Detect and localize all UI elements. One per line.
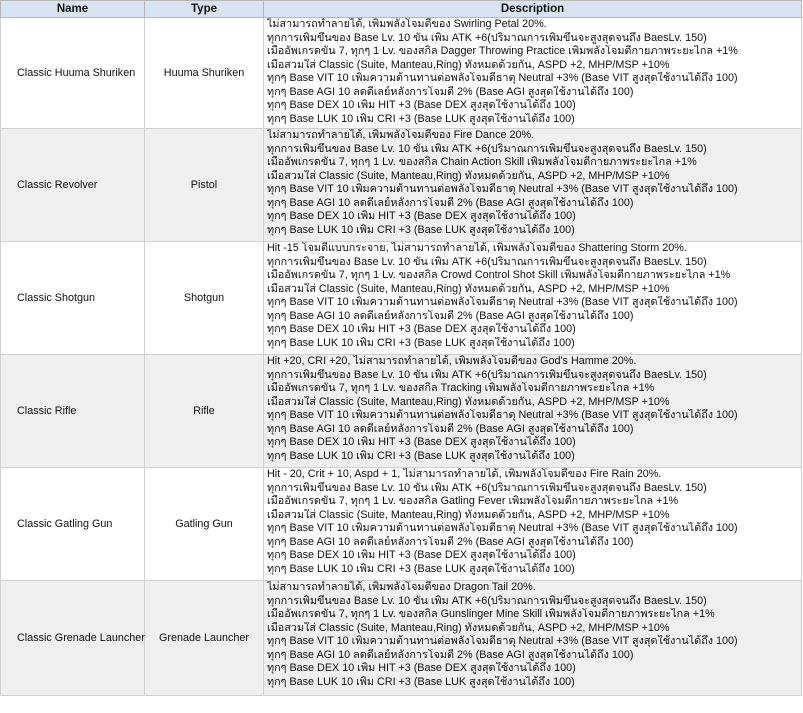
description-line: ทุกการเพิ่มขึ้นของ Base Lv. 10 ขั้น เพิ่ม ATK +6(ปริมาณการเพิ่มขึ้นจะสูงสุดจนถึง BaesLv. 150) xyxy=(267,368,707,381)
description-line: ทุกๆ Base DEX 10 เพิ่ม HIT +3 (Base DEX สูงสุดใช้งานได้ถึง 100) xyxy=(267,99,576,111)
description-line: เมื่อสวมใส่ Classic (Suite, Manteau,Ring) ทั้งหมดด้วยกัน, ASPD +2, MHP/MSP +10% xyxy=(267,169,670,182)
cell-type[interactable]: Grenade Launcher xyxy=(145,581,264,696)
description-line: ทุกๆ Base DEX 10 เพิ่ม HIT +3 (Base DEX สูงสุดใช้งานได้ถึง 100) xyxy=(267,436,576,448)
description-line: ทุกๆ Base DEX 10 เพิ่ม HIT +3 (Base DEX สูงสุดใช้งานได้ถึง 100) xyxy=(267,323,576,335)
cell-name[interactable]: Classic Shotgun xyxy=(1,242,145,355)
description-line: ทุกๆ Base AGI 10 ลดดีเลย์หลังการโจมตี 2% (Base AGI สูงสุดใช้งานได้ถึง 100) xyxy=(267,535,634,548)
header-name[interactable]: Name xyxy=(1,1,145,18)
cell-name[interactable]: Classic Grenade Launcher xyxy=(1,581,145,696)
description-line: เมื่ออัพเกรดขั้น 7, ทุกๆ 1 Lv. ของสกิล Tracking เพิ่มพลังโจมตีกายภาพระยะไกล +1% xyxy=(267,382,655,394)
description-line: ไม่สามารถทำลายได้, เพิ่มพลังโจมตีของ Swirling Petal 20%. xyxy=(267,18,547,30)
description-line: ทุกการเพิ่มขึ้นของ Base Lv. 10 ขั้น เพิ่ม ATK +6(ปริมาณการเพิ่มขึ้นจะสูงสุดจนถึง BaesLv. 150) xyxy=(267,31,707,44)
description-line: ไม่สามารถทำลายได้, เพิ่มพลังโจมตีของ Fire Dance 20%. xyxy=(267,129,535,141)
description-line: ทุกการเพิ่มขึ้นของ Base Lv. 10 ขั้น เพิ่ม ATK +6(ปริมาณการเพิ่มขึ้นจะสูงสุดจนถึง BaesLv. 150) xyxy=(267,481,707,494)
table-row xyxy=(1,18,802,129)
cell-description[interactable] xyxy=(264,581,802,696)
cell-name[interactable]: Classic Gatling Gun xyxy=(1,468,145,581)
description-line: ทุกๆ Base VIT 10 เพิ่มความต้านทานต่อพลังโจมตีธาตุ Neutral +3% (Base VIT สูงสุดใช้งานได้ถึง 100) xyxy=(267,296,738,308)
table-row xyxy=(1,242,802,355)
header-type[interactable]: Type xyxy=(145,1,264,18)
description-line: เมื่ออัพเกรดขั้น 7, ทุกๆ 1 Lv. ของสกิล Dagger Throwing Practice เพิ่มพลังโจมตีกายภาพระยะไกล +1% xyxy=(267,45,738,57)
description-line: ทุกๆ Base VIT 10 เพิ่มความต้านทานต่อพลังโจมตีธาตุ Neutral +3% (Base VIT สูงสุดใช้งานได้ถึง 100) xyxy=(267,409,738,421)
cell-name[interactable]: Classic Huuma Shuriken xyxy=(1,18,145,129)
description-line: เมื่ออัพเกรดขั้น 7, ทุกๆ 1 Lv. ของสกิล Chain Action Skill เพิ่มพลังโจมตีกายภาพระยะไกล +1% xyxy=(267,156,697,168)
description-line: ทุกๆ Base AGI 10 ลดดีเลย์หลังการโจมตี 2% (Base AGI สูงสุดใช้งานได้ถึง 100) xyxy=(267,309,634,322)
description-line: ทุกๆ Base LUK 10 เพิ่ม CRI +3 (Base LUK สูงสุดใช้งานได้ถึง 100) xyxy=(267,223,575,236)
cell-type[interactable]: Huuma Shuriken xyxy=(145,18,264,129)
description-line: ทุกการเพิ่มขึ้นของ Base Lv. 10 ขั้น เพิ่ม ATK +6(ปริมาณการเพิ่มขึ้นจะสูงสุดจนถึง BaesLv. 150) xyxy=(267,255,707,268)
description-line: ทุกๆ Base DEX 10 เพิ่ม HIT +3 (Base DEX สูงสุดใช้งานได้ถึง 100) xyxy=(267,662,576,674)
table-row xyxy=(1,129,802,242)
description-line: ทุกๆ Base AGI 10 ลดดีเลย์หลังการโจมตี 2% (Base AGI สูงสุดใช้งานได้ถึง 100) xyxy=(267,422,634,435)
cell-type[interactable]: Rifle xyxy=(145,355,264,468)
cell-name[interactable]: Classic Revolver xyxy=(1,129,145,242)
description-line: ไม่สามารถทำลายได้, เพิ่มพลังโจมตีของ Dragon Tail 20%. xyxy=(267,581,536,593)
description-line: เมื่อสวมใส่ Classic (Suite, Manteau,Ring) ทั้งหมดด้วยกัน, ASPD +2, MHP/MSP +10% xyxy=(267,58,670,71)
description-line: Hit +20, CRI +20, ไม่สามารถทำลายได้, เพิ่มพลังโจมตีของ God's Hamme 20%. xyxy=(267,355,637,367)
cell-description[interactable] xyxy=(264,355,802,468)
cell-description[interactable] xyxy=(264,18,802,129)
description-line: เมื่อสวมใส่ Classic (Suite, Manteau,Ring) ทั้งหมดด้วยกัน, ASPD +2, MHP/MSP +10% xyxy=(267,508,670,521)
cell-type[interactable]: Shotgun xyxy=(145,242,264,355)
description-line: เมื่อสวมใส่ Classic (Suite, Manteau,Ring) ทั้งหมดด้วยกัน, ASPD +2, MHP/MSP +10% xyxy=(267,282,670,295)
description-line: ทุกๆ Base LUK 10 เพิ่ม CRI +3 (Base LUK สูงสุดใช้งานได้ถึง 100) xyxy=(267,562,575,575)
description-line: Hit -15 โจมตีแบบกระจาย, ไม่สามารถทำลายได้, เพิ่มพลังโจมตีของ Shattering Storm 20%. xyxy=(267,242,687,254)
description-line: ทุกๆ Base LUK 10 เพิ่ม CRI +3 (Base LUK สูงสุดใช้งานได้ถึง 100) xyxy=(267,449,575,462)
table-row xyxy=(1,355,802,468)
cell-description[interactable] xyxy=(264,468,802,581)
cell-description[interactable] xyxy=(264,129,802,242)
cell-description[interactable] xyxy=(264,242,802,355)
table-row xyxy=(1,468,802,581)
description-line: ทุกการเพิ่มขึ้นของ Base Lv. 10 ขั้น เพิ่ม ATK +6(ปริมาณการเพิ่มขึ้นจะสูงสุดจนถึง BaesLv. 150) xyxy=(267,594,707,607)
table-row xyxy=(1,581,802,696)
description-line: เมื่ออัพเกรดขั้น 7, ทุกๆ 1 Lv. ของสกิล Gatling Fever เพิ่มพลังโจมตีกายภาพระยะไกล +1% xyxy=(267,495,679,507)
description-line: ทุกๆ Base DEX 10 เพิ่ม HIT +3 (Base DEX สูงสุดใช้งานได้ถึง 100) xyxy=(267,210,576,222)
cell-name[interactable]: Classic Rifle xyxy=(1,355,145,468)
description-line: ทุกๆ Base LUK 10 เพิ่ม CRI +3 (Base LUK สูงสุดใช้งานได้ถึง 100) xyxy=(267,336,575,349)
description-line: ทุกๆ Base VIT 10 เพิ่มความต้านทานต่อพลังโจมตีธาตุ Neutral +3% (Base VIT สูงสุดใช้งานได้ถึง 100) xyxy=(267,635,738,647)
description-line: เมื่ออัพเกรดขั้น 7, ทุกๆ 1 Lv. ของสกิล Crowd Control Shot Skill เพิ่มพลังโจมตีกายภาพระยะไกล +1% xyxy=(267,269,731,281)
description-line: เมื่อสวมใส่ Classic (Suite, Manteau,Ring) ทั้งหมดด้วยกัน, ASPD +2, MHP/MSP +10% xyxy=(267,621,670,634)
description-line: ทุกๆ Base AGI 10 ลดดีเลย์หลังการโจมตี 2% (Base AGI สูงสุดใช้งานได้ถึง 100) xyxy=(267,196,634,209)
description-line: ทุกๆ Base VIT 10 เพิ่มความต้านทานต่อพลังโจมตีธาตุ Neutral +3% (Base VIT สูงสุดใช้งานได้ถึง 100) xyxy=(267,72,738,84)
description-line: ทุกๆ Base LUK 10 เพิ่ม CRI +3 (Base LUK สูงสุดใช้งานได้ถึง 100) xyxy=(267,112,575,125)
description-line: ทุกๆ Base VIT 10 เพิ่มความต้านทานต่อพลังโจมตีธาตุ Neutral +3% (Base VIT สูงสุดใช้งานได้ถึง 100) xyxy=(267,522,738,534)
description-line: ทุกๆ Base LUK 10 เพิ่ม CRI +3 (Base LUK สูงสุดใช้งานได้ถึง 100) xyxy=(267,675,575,688)
header-row xyxy=(1,1,802,18)
description-line: ทุกๆ Base AGI 10 ลดดีเลย์หลังการโจมตี 2% (Base AGI สูงสุดใช้งานได้ถึง 100) xyxy=(267,85,634,98)
cell-type[interactable]: Gatling Gun xyxy=(145,468,264,581)
description-line: ทุกๆ Base VIT 10 เพิ่มความต้านทานต่อพลังโจมตีธาตุ Neutral +3% (Base VIT สูงสุดใช้งานได้ถึง 100) xyxy=(267,183,738,195)
header-description[interactable]: Description xyxy=(264,1,802,18)
description-line: เมื่อสวมใส่ Classic (Suite, Manteau,Ring) ทั้งหมดด้วยกัน, ASPD +2, MHP/MSP +10% xyxy=(267,395,670,408)
description-line: Hit - 20, Crit + 10, Aspd + 1, ไม่สามารถทำลายได้, เพิ่มพลังโจมตีของ Fire Rain 20%. xyxy=(267,468,662,480)
description-line: ทุกๆ Base AGI 10 ลดดีเลย์หลังการโจมตี 2% (Base AGI สูงสุดใช้งานได้ถึง 100) xyxy=(267,648,634,661)
description-line: ทุกๆ Base DEX 10 เพิ่ม HIT +3 (Base DEX สูงสุดใช้งานได้ถึง 100) xyxy=(267,549,576,561)
cell-type[interactable]: Pistol xyxy=(145,129,264,242)
description-line: ทุกการเพิ่มขึ้นของ Base Lv. 10 ขั้น เพิ่ม ATK +6(ปริมาณการเพิ่มขึ้นจะสูงสุดจนถึง BaesLv. 150) xyxy=(267,142,707,155)
description-line: เมื่ออัพเกรดขั้น 7, ทุกๆ 1 Lv. ของสกิล Gunslinger Mine Skill เพิ่มพลังโจมตีกายภาพระยะไกล +1% xyxy=(267,608,715,620)
